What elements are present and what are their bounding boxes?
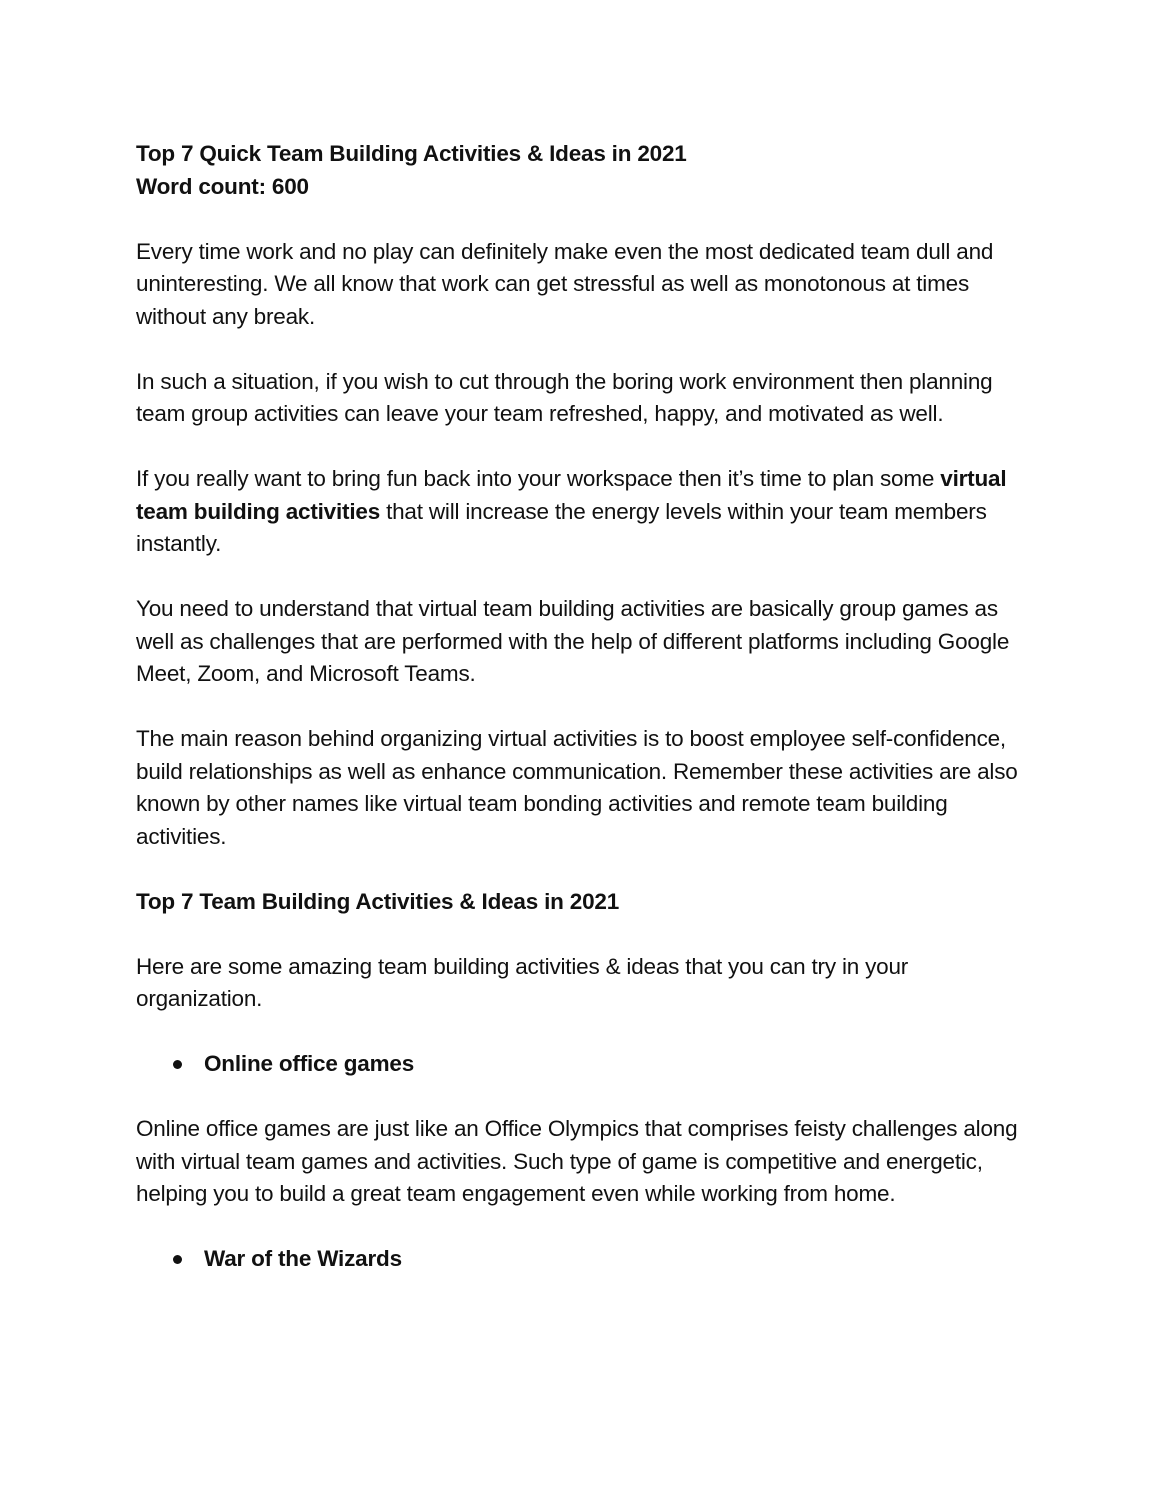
section-intro: Here are some amazing team building activities & ideas that you can try in your organization. [136,953,909,1011]
list-item-heading: War of the Wizards [204,1246,402,1271]
paragraph-text: that will increase the energy levels within your team members instantly. [136,498,987,556]
paragraph-situation: In such a situation, if you wish to cut through the boring work environment then planning team group activities can leave your team refreshed, happy, and motivated as well. [136,368,993,426]
document-title-block [136,138,1026,203]
paragraph-reason: The main reason behind organizing virtual activities is to boost employee self-confidence, build relationships as well as enhance communication. Remember these activities are also known by other names like virtual team bonding activities and remote team building activities. [136,726,1018,849]
bullet-list [136,1048,1026,1081]
item-description: Online office games are just like an Office Olympics that comprises feisty challenges along with virtual team games and activities. Such type of game is competitive and energetic, helping you to build a great team engagement even while working from home. [136,1116,1018,1206]
word-count: Word count: 600 [136,173,309,199]
bold-keyword: virtual team building activities [136,466,1007,524]
list-item-heading: Online office games [204,1051,415,1076]
paragraph-virtual-activities [136,463,1026,561]
document-title: Top 7 Quick Team Building Activities & Ideas in 2021 [136,141,687,166]
paragraph-text: If you really want to bring fun back into your workspace then it’s time to plan some [136,466,941,491]
section-heading: Top 7 Team Building Activities & Ideas in 2021 [136,888,620,914]
paragraph-intro: Every time work and no play can definitely make even the most dedicated team dull and uninteresting. We all know that work can get stressful as well as monotonous at times without any break. [136,238,994,329]
bullet-icon [173,1255,182,1264]
list-item [136,1048,1026,1081]
list-item [136,1243,1026,1276]
paragraph-platforms: You need to understand that virtual team building activities are basically group games as well as challenges that are performed with the help of different platforms including Google Meet, Zoom, and Microsoft Teams. [136,596,1010,686]
bullet-icon [173,1060,182,1069]
bullet-list [136,1243,1026,1276]
document-body [136,138,1026,1308]
